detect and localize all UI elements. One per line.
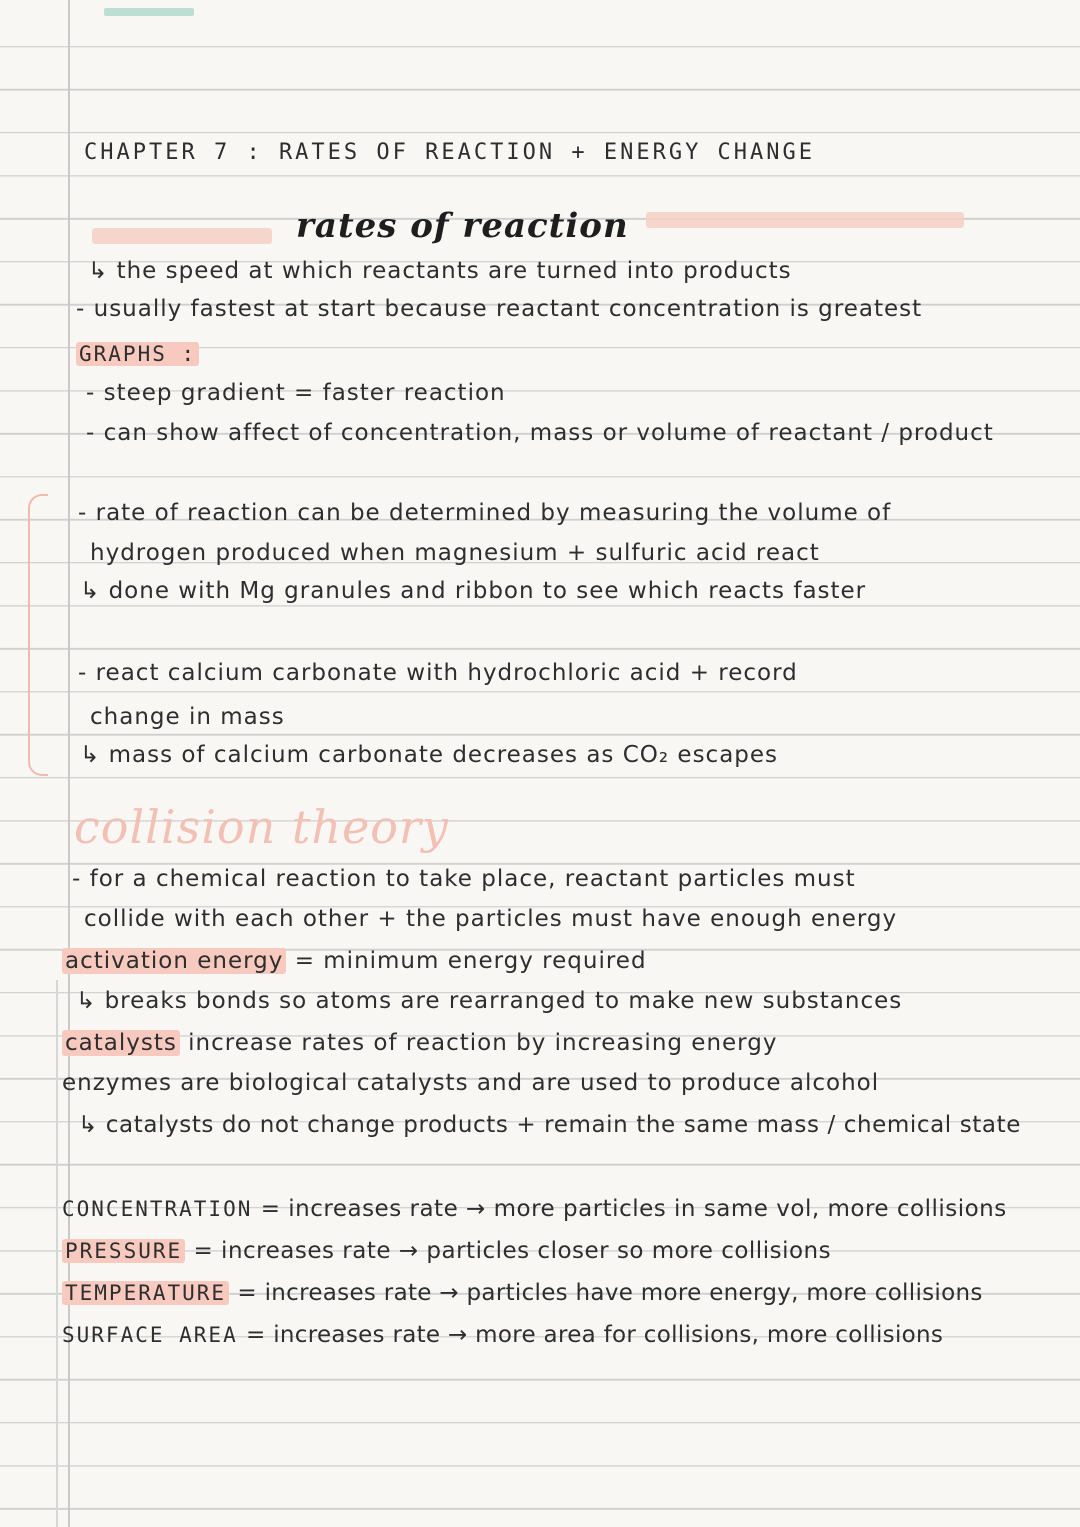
- chapter-title: CHAPTER 7 : RATES OF REACTION + ENERGY CHANGE: [84, 140, 816, 165]
- activation-energy-term: activation energy: [62, 948, 286, 974]
- factor-pressure: [62, 1238, 831, 1264]
- heading-highlight-left: [92, 228, 272, 244]
- experiment-line: change in mass: [90, 704, 285, 730]
- section-heading-rates: rates of reaction: [296, 206, 629, 246]
- section-heading-collision: collision theory: [74, 800, 449, 854]
- factor-surface-area: [62, 1322, 943, 1348]
- definition-line: ↳ the speed at which reactants are turned into products: [88, 258, 792, 284]
- factor-def: = increases rate → particles closer so more collisions: [193, 1238, 832, 1264]
- margin-line-secondary: [56, 980, 58, 1527]
- graph-note: - steep gradient = faster reaction: [86, 380, 506, 406]
- experiment-line: ↳ mass of calcium carbonate decreases as CO₂ escapes: [80, 742, 779, 768]
- washi-tape: [104, 8, 194, 16]
- factor-term: CONCENTRATION: [62, 1197, 253, 1221]
- factor-def: = increases rate → more area for collisions, more collisions: [246, 1322, 944, 1348]
- collision-line: collide with each other + the particles must have enough energy: [84, 906, 898, 932]
- enzymes-line: enzymes are biological catalysts and are used to produce alcohol: [62, 1070, 880, 1096]
- experiment-line: - rate of reaction can be determined by measuring the volume of: [78, 500, 892, 526]
- bonds-line: ↳ breaks bonds so atoms are rearranged to make new substances: [76, 988, 903, 1014]
- experiment-line: hydrogen produced when magnesium + sulfuric acid react: [90, 540, 820, 566]
- bracket-mark: [28, 494, 48, 776]
- experiment-line: ↳ done with Mg granules and ribbon to see which reacts faster: [80, 578, 867, 604]
- graphs-label: GRAPHS :: [76, 342, 199, 366]
- factor-term: TEMPERATURE: [62, 1281, 229, 1305]
- factor-concentration: [62, 1196, 1007, 1222]
- factor-term: PRESSURE: [62, 1239, 185, 1263]
- collision-line: - for a chemical reaction to take place, reactant particles must: [72, 866, 856, 892]
- factor-def: = increases rate → particles have more energy, more collisions: [237, 1280, 983, 1306]
- graph-note: - can show affect of concentration, mass or volume of reactant / product: [86, 420, 994, 446]
- factor-term: SURFACE AREA: [62, 1323, 238, 1347]
- catalysts-def: increase rates of reaction by increasing energy: [188, 1030, 778, 1056]
- catalysts-note: ↳ catalysts do not change products + remain the same mass / chemical state: [78, 1112, 1021, 1138]
- heading-highlight-right: [646, 212, 964, 228]
- activation-energy-def: = minimum energy required: [294, 948, 647, 974]
- factor-def: = increases rate → more particles in same vol, more collisions: [260, 1196, 1007, 1222]
- experiment-line: - react calcium carbonate with hydrochloric acid + record: [78, 660, 798, 686]
- factor-temperature: [62, 1280, 983, 1306]
- note-line: - usually fastest at start because reactant concentration is greatest: [76, 296, 923, 322]
- catalysts-term: catalysts: [62, 1030, 180, 1056]
